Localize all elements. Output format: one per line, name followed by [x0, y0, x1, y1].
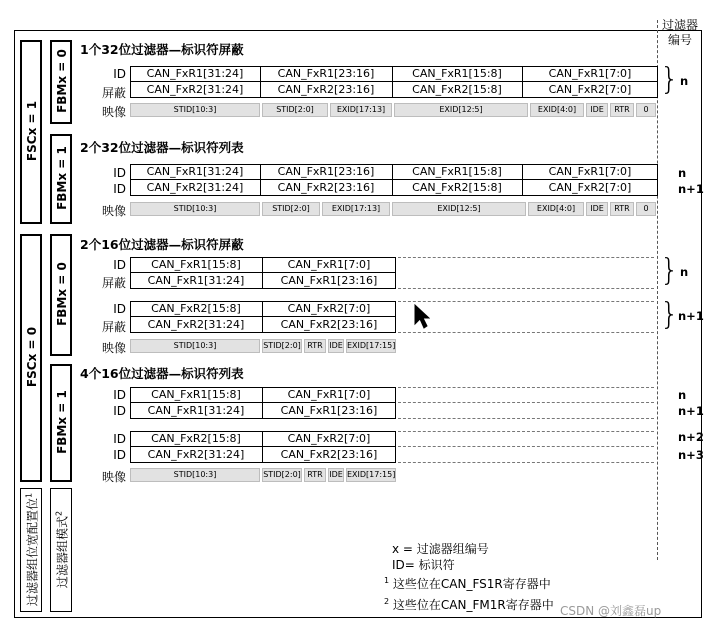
mode-sup: 2: [54, 510, 64, 517]
s2-r2-c1: CAN_FxR2[31:24]: [146, 181, 244, 194]
s3-g1-brace: }: [660, 253, 680, 288]
section1-row1-label: ID: [113, 67, 126, 81]
s4-g2-dash-bottom: [398, 462, 654, 463]
s4-g1-dash-bottom: [398, 418, 654, 419]
width-config-sup: 1: [24, 492, 34, 499]
s3-g2-r1-c2: CAN_FxR2[7:0]: [287, 302, 371, 315]
s3-g2-r2-label: 屏蔽: [101, 320, 126, 334]
legend-line-1: x = 过滤器组编号: [392, 542, 489, 556]
s2-r2-c4: CAN_FxR2[7:0]: [548, 181, 632, 194]
s4-map-1: STID[10:3]: [130, 468, 260, 482]
s3-g1-dash-top: [398, 257, 654, 258]
s3-g2-row-divider: [131, 316, 395, 317]
fbmx1-label-b: FBMx = 1: [55, 390, 69, 454]
width-config-text: 过滤器组位宽配置位: [25, 498, 40, 607]
s4-g2-r1-c2: CAN_FxR2[7:0]: [287, 432, 371, 445]
section1-brace: }: [660, 62, 680, 97]
s3-map-2: STID[2:0]: [262, 339, 302, 353]
s1-map-6: IDE: [586, 103, 608, 117]
s1-r2-c4: CAN_FxR2[7:0]: [548, 83, 632, 96]
s4-g2-r1-c1: CAN_FxR2[15:8]: [151, 432, 241, 445]
section2-map-label: 映像: [101, 204, 126, 218]
s3-g2-r1-label: ID: [113, 302, 126, 316]
section1-row2-label: 屏蔽: [101, 86, 126, 100]
s4-number-4: n+3: [678, 448, 704, 462]
s3-g2-r2-c1: CAN_FxR2[31:24]: [147, 318, 245, 331]
section3-map-label: 映像: [101, 341, 126, 355]
section2-row-divider: [131, 179, 657, 180]
section1-map-label: 映像: [101, 105, 126, 119]
s2-r1-c1: CAN_FxR1[31:24]: [146, 165, 244, 178]
s4-g1-dash-top: [398, 387, 654, 388]
s4-number-3: n+2: [678, 430, 704, 444]
s3-g1-r2-c1: CAN_FxR1[31:24]: [147, 274, 245, 287]
s1-map-3: EXID[17:13]: [330, 103, 392, 117]
s1-r2-c1: CAN_FxR2[31:24]: [146, 83, 244, 96]
s1-map-8: 0: [636, 103, 656, 117]
legend-line-3: [384, 575, 551, 592]
s3-g2-r1-c1: CAN_FxR2[15:8]: [151, 302, 241, 315]
s2-r1-c4: CAN_FxR1[7:0]: [548, 165, 632, 178]
section2-title: 2个32位过滤器—标识符列表: [80, 140, 244, 155]
s4-g2-r2-label: ID: [113, 448, 126, 462]
s1-map-7: RTR: [610, 103, 634, 117]
filter-number-header: [658, 18, 702, 48]
s3-map-1: STID[10:3]: [130, 339, 260, 353]
s3-number-1: n: [680, 265, 689, 279]
s2-r1-c2: CAN_FxR1[23:16]: [277, 165, 375, 178]
fbmx0-label-a: FBMx = 0: [55, 49, 69, 113]
s4-map-2: STID[2:0]: [262, 468, 302, 482]
s1-number-1: n: [680, 74, 689, 88]
s1-r1-c1: CAN_FxR1[31:24]: [146, 67, 244, 80]
s2-map-5: EXID[4:0]: [528, 202, 584, 216]
s3-g1-r2-c2: CAN_FxR1[23:16]: [280, 274, 378, 287]
filter-number-divider: [657, 20, 658, 560]
fbmx0-box-b: [50, 234, 72, 356]
s3-g2-brace: }: [660, 297, 680, 332]
s4-g1-r1-c2: CAN_FxR1[7:0]: [287, 388, 371, 401]
s3-map-3: RTR: [304, 339, 326, 353]
legend-line-2: ID= 标识符: [392, 558, 455, 572]
s4-g2-r2-c1: CAN_FxR2[31:24]: [147, 448, 245, 461]
s4-map-5: EXID[17:15]: [346, 468, 396, 482]
fbmx1-box-b: [50, 364, 72, 482]
filter-number-header-text: 过滤器编号: [661, 18, 698, 47]
s2-r2-c2: CAN_FxR2[23:16]: [277, 181, 375, 194]
s4-g2-r2-c2: CAN_FxR2[23:16]: [280, 448, 378, 461]
s3-g1-r1-c2: CAN_FxR1[7:0]: [287, 258, 371, 271]
legend-line-4-text: 这些位在CAN_FM1R寄存器中: [392, 598, 554, 612]
s2-map-2: STID[2:0]: [262, 202, 320, 216]
mode-label: [54, 488, 71, 612]
s1-r1-c2: CAN_FxR1[23:16]: [277, 67, 375, 80]
s3-g1-r1-c1: CAN_FxR1[15:8]: [151, 258, 241, 271]
s3-map-5: EXID[17:15]: [346, 339, 396, 353]
s3-map-4: IDE: [328, 339, 344, 353]
section2-row2-label: ID: [113, 182, 126, 196]
s4-map-4: IDE: [328, 468, 344, 482]
s2-map-3: EXID[17:13]: [322, 202, 390, 216]
s1-map-1: STID[10:3]: [130, 103, 260, 117]
s3-g1-r2-label: 屏蔽: [101, 276, 126, 290]
s2-map-4: EXID[12:5]: [392, 202, 526, 216]
width-config-label: [24, 488, 41, 612]
fbmx1-label-a: FBMx = 1: [55, 146, 69, 210]
s4-g1-r1-label: ID: [113, 388, 126, 402]
section2-row1-label: ID: [113, 166, 126, 180]
s3-g2-r2-c2: CAN_FxR2[23:16]: [280, 318, 378, 331]
legend-line-3-sup: 1: [384, 576, 390, 585]
s3-g1-row-divider: [131, 272, 395, 273]
s2-map-6: IDE: [586, 202, 608, 216]
legend-line-4-sup: 2: [384, 597, 390, 606]
s3-g1-dash-bottom: [398, 288, 654, 289]
s4-g2-dash-mid: [398, 446, 654, 447]
s1-r1-c3: CAN_FxR1[15:8]: [412, 67, 502, 80]
s4-g1-r1-c1: CAN_FxR1[15:8]: [151, 388, 241, 401]
s2-r1-c3: CAN_FxR1[15:8]: [412, 165, 502, 178]
fscx1-box: [20, 40, 42, 224]
s4-g2-row-divider: [131, 446, 395, 447]
section4-title: 4个16位过滤器—标识符列表: [80, 366, 244, 381]
s1-r2-c2: CAN_FxR2[23:16]: [277, 83, 375, 96]
s4-g1-row-divider: [131, 402, 395, 403]
fscx0-box: [20, 234, 42, 482]
fscx0-label: FSCx = 0: [25, 326, 39, 388]
s4-number-2: n+1: [678, 404, 704, 418]
s4-g1-dash-mid: [398, 402, 654, 403]
section1-row-divider: [131, 81, 657, 82]
s3-g2-dash-top: [398, 301, 654, 302]
s2-map-8: 0: [636, 202, 656, 216]
legend-line-4: [384, 596, 554, 613]
s4-number-1: n: [678, 388, 687, 402]
fscx1-label: FSCx = 1: [25, 100, 39, 162]
s1-map-5: EXID[4:0]: [530, 103, 584, 117]
s3-g1-r1-label: ID: [113, 258, 126, 272]
s3-number-2: n+1: [678, 309, 704, 323]
s2-number-1: n: [678, 166, 687, 180]
s2-number-2: n+1: [678, 182, 704, 196]
s1-map-4: EXID[12:5]: [394, 103, 528, 117]
s1-r2-c3: CAN_FxR2[15:8]: [412, 83, 502, 96]
s3-g2-dash-bottom: [398, 332, 654, 333]
mouse-pointer-icon: [414, 304, 430, 330]
s4-g2-dash-top: [398, 431, 654, 432]
s4-map-3: RTR: [304, 468, 326, 482]
section1-title: 1个32位过滤器—标识符屏蔽: [80, 42, 244, 57]
s2-map-7: RTR: [610, 202, 634, 216]
fbmx1-box-a: [50, 134, 72, 224]
fbmx0-box-a: [50, 40, 72, 124]
s1-map-2: STID[2:0]: [262, 103, 328, 117]
s4-g2-r1-label: ID: [113, 432, 126, 446]
mode-text: 过滤器组模式: [55, 516, 70, 589]
section3-title: 2个16位过滤器—标识符屏蔽: [80, 237, 244, 252]
section4-map-label: 映像: [101, 470, 126, 484]
s4-g1-r2-c1: CAN_FxR1[31:24]: [147, 404, 245, 417]
watermark: CSDN @刘鑫磊up: [560, 604, 662, 618]
fbmx0-label-b: FBMx = 0: [55, 262, 69, 326]
s4-g1-r2-c2: CAN_FxR1[23:16]: [280, 404, 378, 417]
s4-g1-r2-label: ID: [113, 404, 126, 418]
s2-map-1: STID[10:3]: [130, 202, 260, 216]
s1-r1-c4: CAN_FxR1[7:0]: [548, 67, 632, 80]
s2-r2-c3: CAN_FxR2[15:8]: [412, 181, 502, 194]
legend-line-3-text: 这些位在CAN_FS1R寄存器中: [392, 577, 551, 591]
